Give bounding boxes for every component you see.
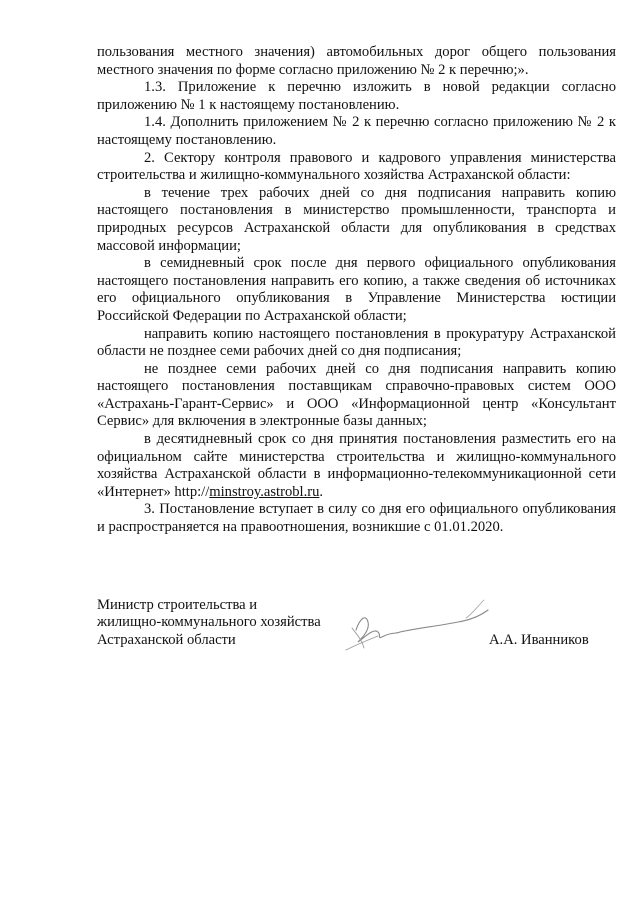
paragraph-text: 1.4. Дополнить приложением № 2 к перечню согласно приложению № 2 к настоящему постановлению. [97,114,616,148]
paragraph-6 [97,255,616,325]
signer-name: А.А. Иванников [489,632,589,648]
paragraph-4 [97,150,616,185]
paragraph-text: 2. Сектору контроля правового и кадрового управления министерства строительства и жилищно-коммунального хозяйства Астраханской области: [97,149,616,184]
paragraph-text: 1.3. Приложение к перечню изложить в новой редакции согласно приложению № 1 к настоящему постановлению. [97,79,616,113]
signature-image [338,592,498,662]
paragraph-text: пользования местного значения) автомобильных дорог общего пользования местного значения по форме согласно приложению № 2 к перечню;». [97,44,616,78]
paragraph-8 [97,361,616,431]
ministry-site-link[interactable]: minstroy.astrobl.ru [209,483,320,500]
paragraph-text: 3. Постановление вступает в силу со дня его официального опубликования и распространяется на правоотношения, возникшие с 01.01.2020. [97,501,616,536]
paragraph-text: в семидневный срок после дня первого официального опубликования настоящего постановления направить его копию, а также сведения об источниках его официального опубликования в Управление Министерства юстиции Российской Федерации по Астраханской области; [97,255,616,324]
paragraph-tail: . [319,483,324,500]
paragraph-2 [97,79,616,114]
paragraph-text: в десятидневный срок со дня принятия постановления разместить его на официальном сайте министерства строительства и жилищно-коммунального хозяйства Астраханской области в информационно-телекоммуникационной сети «Интернет» http:// [97,431,616,500]
paragraph-9 [97,431,616,501]
paragraph-5 [97,185,616,255]
paragraph-7 [97,326,616,361]
paragraph-3 [97,114,616,149]
signer-title-line-2: жилищно-коммунального хозяйства [97,614,321,631]
paragraph-10 [97,501,616,536]
signer-title-line-3: Астраханской области [97,631,236,648]
signer-title-line-1: Министр строительства и [97,597,258,613]
paragraph-text: направить копию настоящего постановления в прокуратуру Астраханской области не позднее семи рабочих дней со дня подписания; [97,325,616,360]
paragraph-text: не позднее семи рабочих дней со дня подписания направить копию настоящего постановления поставщикам справочно-правовых систем ООО «Астрахань-Гарант-Сервис» и ООО «Информационной центр «Консультант Сервис» для включения в электронные базы данных; [97,360,616,430]
document-body [97,44,616,537]
signer-block [97,597,321,649]
paragraph-1 [97,44,616,79]
paragraph-text: в течение трех рабочих дней со дня подписания направить копию настоящего постановления в министерство промышленности, транспорта и природных ресурсов Астраханской области для опубликования в средствах массовой информации; [97,184,616,254]
